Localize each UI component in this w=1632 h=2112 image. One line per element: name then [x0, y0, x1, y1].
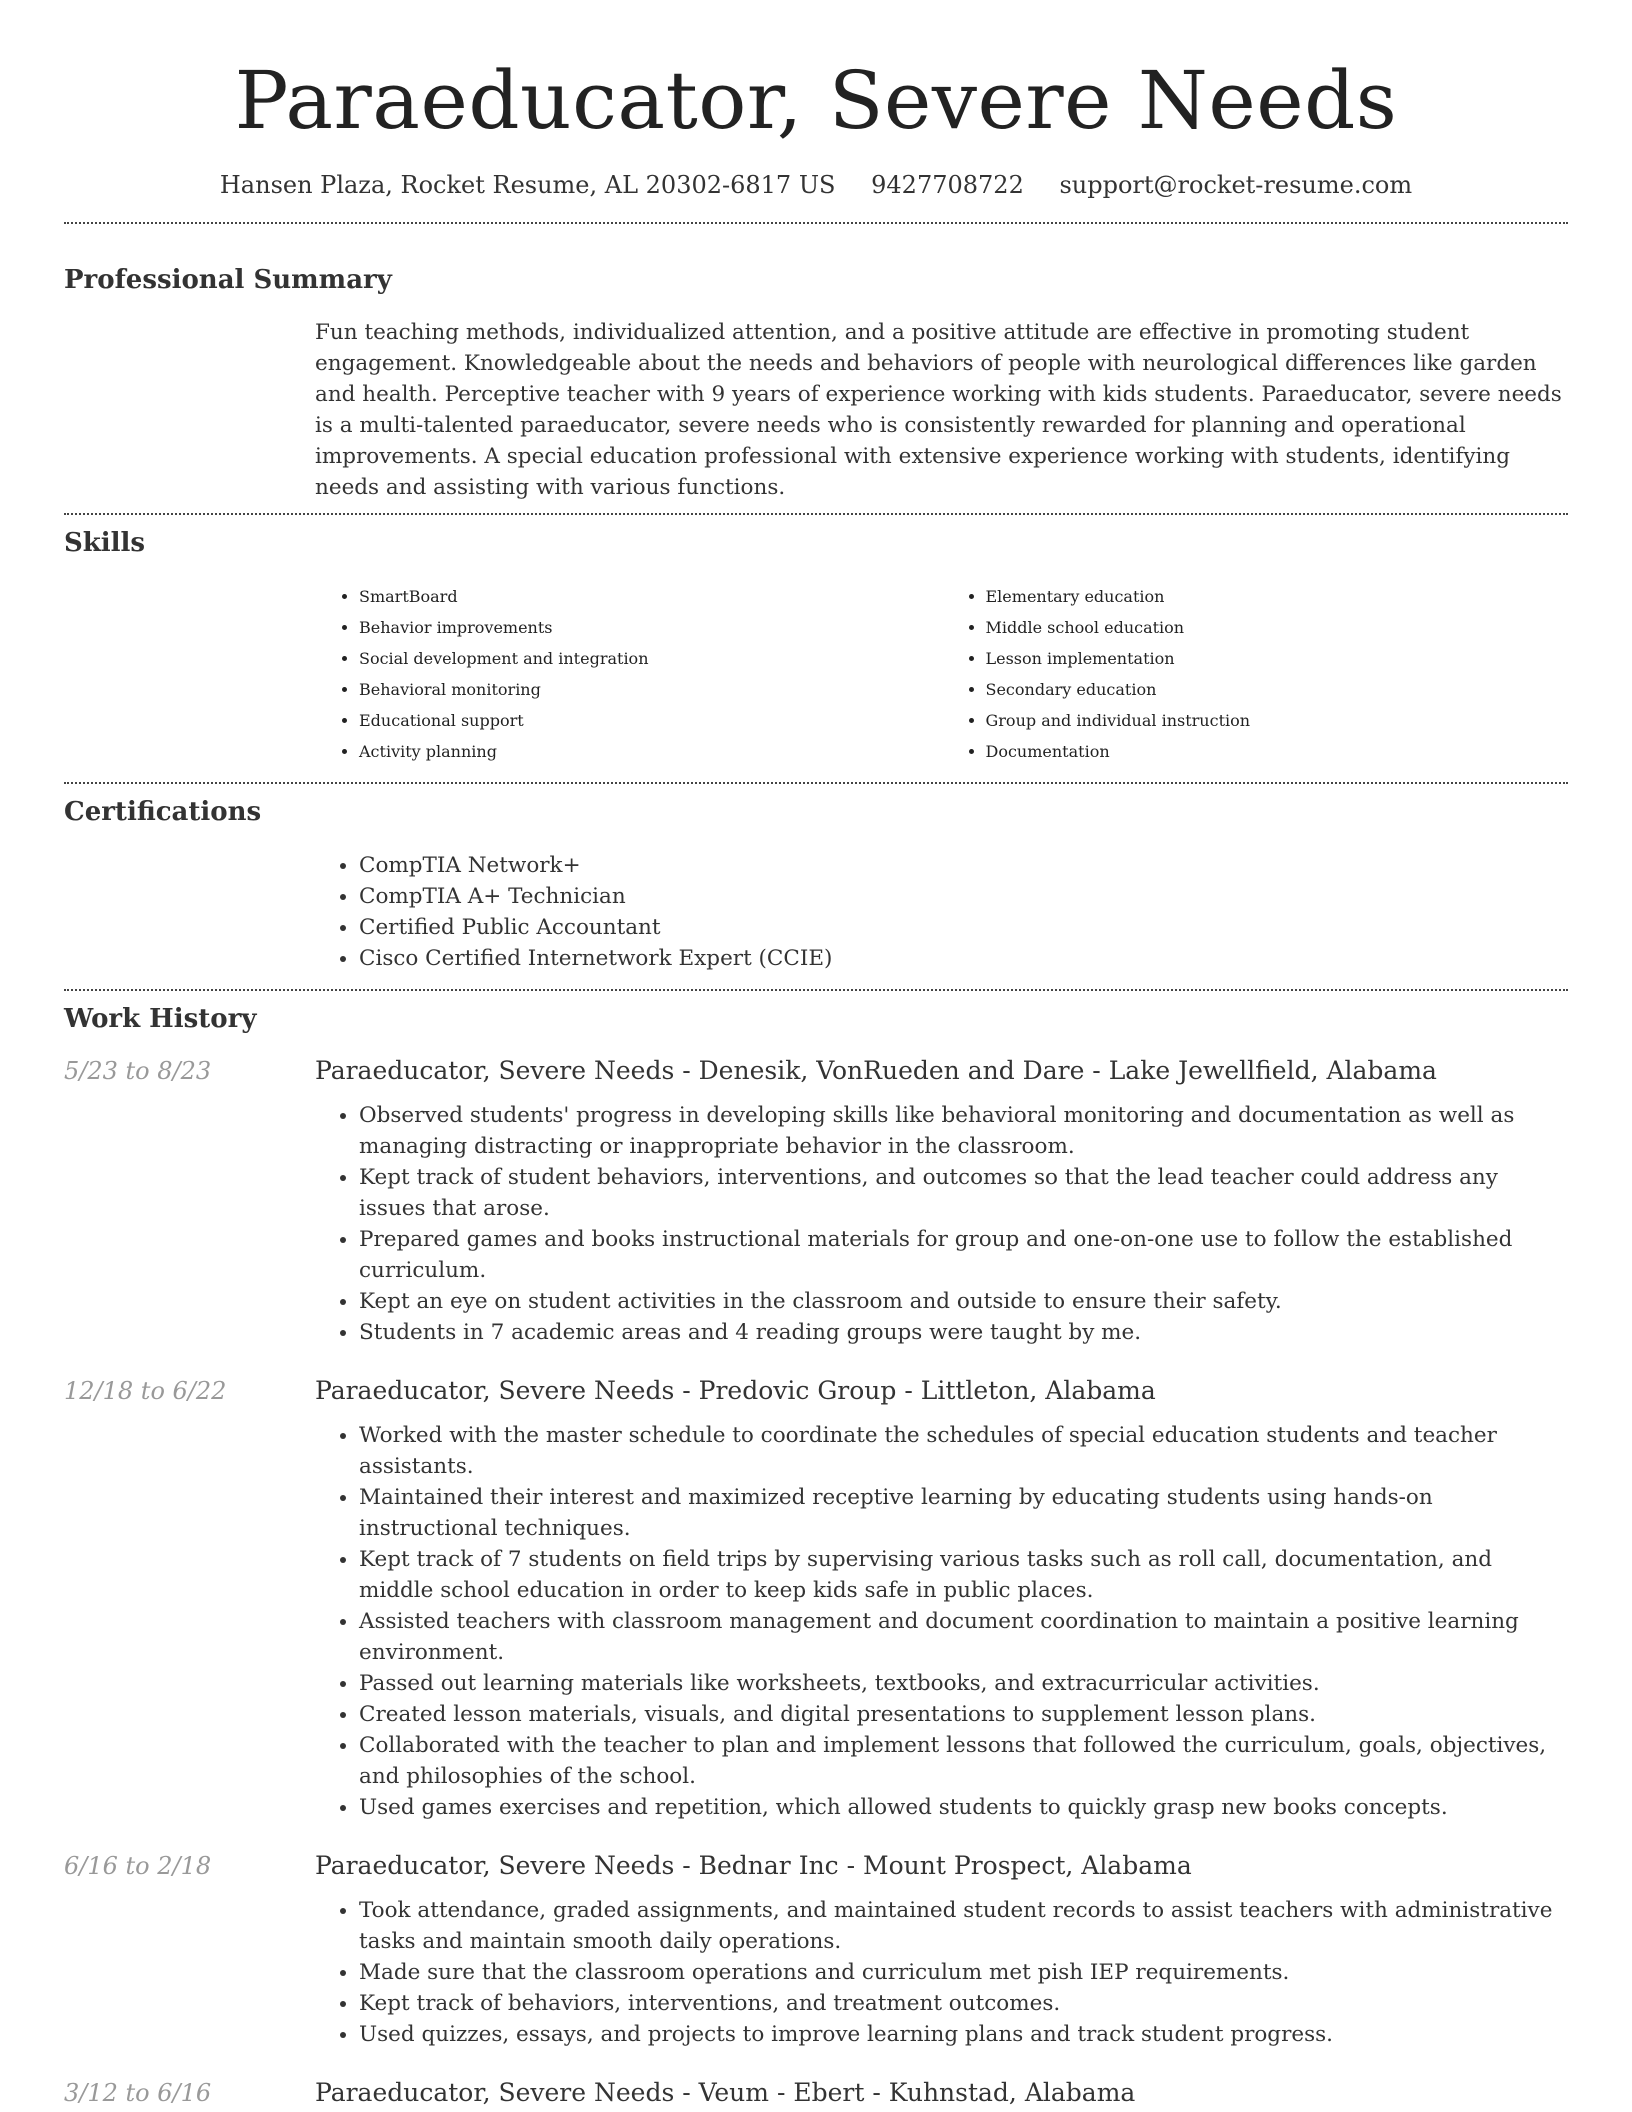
- job-bullet: • Assisted teachers with classroom management and document coordination to maintain a positive learning environment.: [359, 1606, 1568, 1668]
- job-details: [315, 1100, 1568, 1348]
- job-bullet: • Observed students' progress in developing skills like behavioral monitoring and documentation as well as managing distracting or inappropriate behavior in the classroom.: [359, 1100, 1568, 1162]
- job-bullet: • Kept track of student behaviors, interventions, and outcomes so that the lead teacher could address any issues that arose.: [359, 1162, 1568, 1224]
- divider: [64, 513, 1568, 515]
- job-bullets: [315, 1100, 1568, 1348]
- divider: [64, 222, 1568, 224]
- certification-item: • CompTIA A+ Technician: [359, 881, 1568, 912]
- contact-line: [64, 168, 1568, 202]
- skill-item: • Group and individual instruction: [986, 705, 1569, 736]
- certifications-list: [315, 850, 1568, 974]
- job-bullet: • Collaborated with the teacher to plan and implement lessons that followed the curriculum, goals, objectives, and philosophies of the school.: [359, 1730, 1568, 1792]
- job-dates: 3/12 to 6/16: [64, 2079, 212, 2107]
- skill-item: • SmartBoard: [359, 581, 942, 612]
- job-bullet: • Took attendance, graded assignments, and maintained student records to assist teachers with administrative tasks and maintain smooth daily operations.: [359, 1895, 1568, 1957]
- job-dates: 6/16 to 2/18: [64, 1852, 212, 1880]
- job-bullets: [315, 1895, 1568, 2050]
- job-header: [64, 1056, 1568, 1085]
- skills-column-left: [315, 581, 942, 767]
- job-bullet: • Made sure that the classroom operations and curriculum met pish IEP requirements.: [359, 1957, 1568, 1988]
- skill-item: • Behavior improvements: [359, 612, 942, 643]
- job-bullet: • Used games exercises and repetition, which allowed students to quickly grasp new books concepts.: [359, 1792, 1568, 1823]
- job-header: [64, 1851, 1568, 1880]
- job-bullet: • Passed out learning materials like worksheets, textbooks, and extracurricular activities.: [359, 1668, 1568, 1699]
- job-title: Paraeducator, Severe Needs - Veum - Ebert - Kuhnstad, Alabama: [315, 2078, 1136, 2107]
- skill-item: • Elementary education: [986, 581, 1569, 612]
- skill-item: • Lesson implementation: [986, 643, 1569, 674]
- job-title: Paraeducator, Severe Needs - Denesik, VonRueden and Dare - Lake Jewellfield, Alabama: [315, 1056, 1437, 1085]
- certifications-heading: Certifications: [64, 797, 262, 827]
- job-dates: 5/23 to 8/23: [64, 1057, 212, 1085]
- job-details: [315, 1895, 1568, 2050]
- skills-column-right: [942, 581, 1569, 767]
- certifications-bullets: [315, 850, 1568, 974]
- skill-item: • Documentation: [986, 736, 1569, 767]
- skills-list: [315, 581, 1568, 767]
- skill-item: • Educational support: [359, 705, 942, 736]
- job-bullet: • Worked with the master schedule to coordinate the schedules of special education students and teacher assistants.: [359, 1420, 1568, 1482]
- job-bullet: • Kept track of 7 students on field trips by supervising various tasks such as roll call, documentation, and middle school education in order to keep kids safe in public places.: [359, 1544, 1568, 1606]
- resume-page: [64, 0, 1568, 2107]
- skill-item: • Middle school education: [986, 612, 1569, 643]
- summary-text: Fun teaching methods, individualized attention, and a positive attitude are effective in promoting student engagement. Knowledgeable about the needs and behaviors of people with neurological differences like garden and health. Perceptive teacher with 9 years of experience working with kids students. Paraeducator, severe needs is a multi-talented paraeducator, severe needs who is consistently rewarded for planning and operational improvements. A special education professional with extensive experience working with students, identifying needs and assisting with various functions.: [315, 320, 1562, 500]
- skills-heading: Skills: [64, 528, 146, 558]
- job-bullet: • Students in 7 academic areas and 4 reading groups were taught by me.: [359, 1317, 1568, 1348]
- job-dates: 12/18 to 6/22: [64, 1377, 227, 1405]
- certification-item: • CompTIA Network+: [359, 850, 1568, 881]
- skill-item: • Social development and integration: [359, 643, 942, 674]
- certification-item: • Certified Public Accountant: [359, 912, 1568, 943]
- job-details: [315, 1420, 1568, 1823]
- divider: [64, 782, 1568, 784]
- job-bullet: • Kept track of behaviors, interventions, and treatment outcomes.: [359, 1988, 1568, 2019]
- summary-heading: Professional Summary: [64, 265, 392, 295]
- job-header: [64, 2078, 1568, 2107]
- job-bullet: • Created lesson materials, visuals, and digital presentations to supplement lesson plans.: [359, 1699, 1568, 1730]
- job-header: [64, 1376, 1568, 1405]
- certification-item: • Cisco Certified Internetwork Expert (CCIE): [359, 943, 1568, 974]
- job-title: Paraeducator, Severe Needs - Bednar Inc - Mount Prospect, Alabama: [315, 1851, 1192, 1880]
- job-bullet: • Prepared games and books instructional materials for group and one-on-one use to follow the established curriculum.: [359, 1224, 1568, 1286]
- work-history-heading: Work History: [64, 1004, 257, 1034]
- address-text: Hansen Plaza, Rocket Resume, AL 20302-6817 US: [219, 171, 836, 199]
- skill-item: • Secondary education: [986, 674, 1569, 705]
- email-link[interactable]: support@rocket-resume.com: [1059, 171, 1413, 199]
- phone-text: 9427708722: [871, 171, 1024, 199]
- skill-item: • Activity planning: [359, 736, 942, 767]
- job-bullet: • Kept an eye on student activities in the classroom and outside to ensure their safety.: [359, 1286, 1568, 1317]
- job-title: Paraeducator, Severe Needs - Predovic Group - Littleton, Alabama: [315, 1376, 1156, 1405]
- job-bullets: [315, 1420, 1568, 1823]
- divider: [64, 989, 1568, 991]
- skill-item: • Behavioral monitoring: [359, 674, 942, 705]
- candidate-name: Paraeducator, Severe Needs: [234, 54, 1398, 147]
- job-bullet: • Used quizzes, essays, and projects to improve learning plans and track student progress.: [359, 2019, 1568, 2050]
- job-bullet: • Maintained their interest and maximized receptive learning by educating students using hands-on instructional techniques.: [359, 1482, 1568, 1544]
